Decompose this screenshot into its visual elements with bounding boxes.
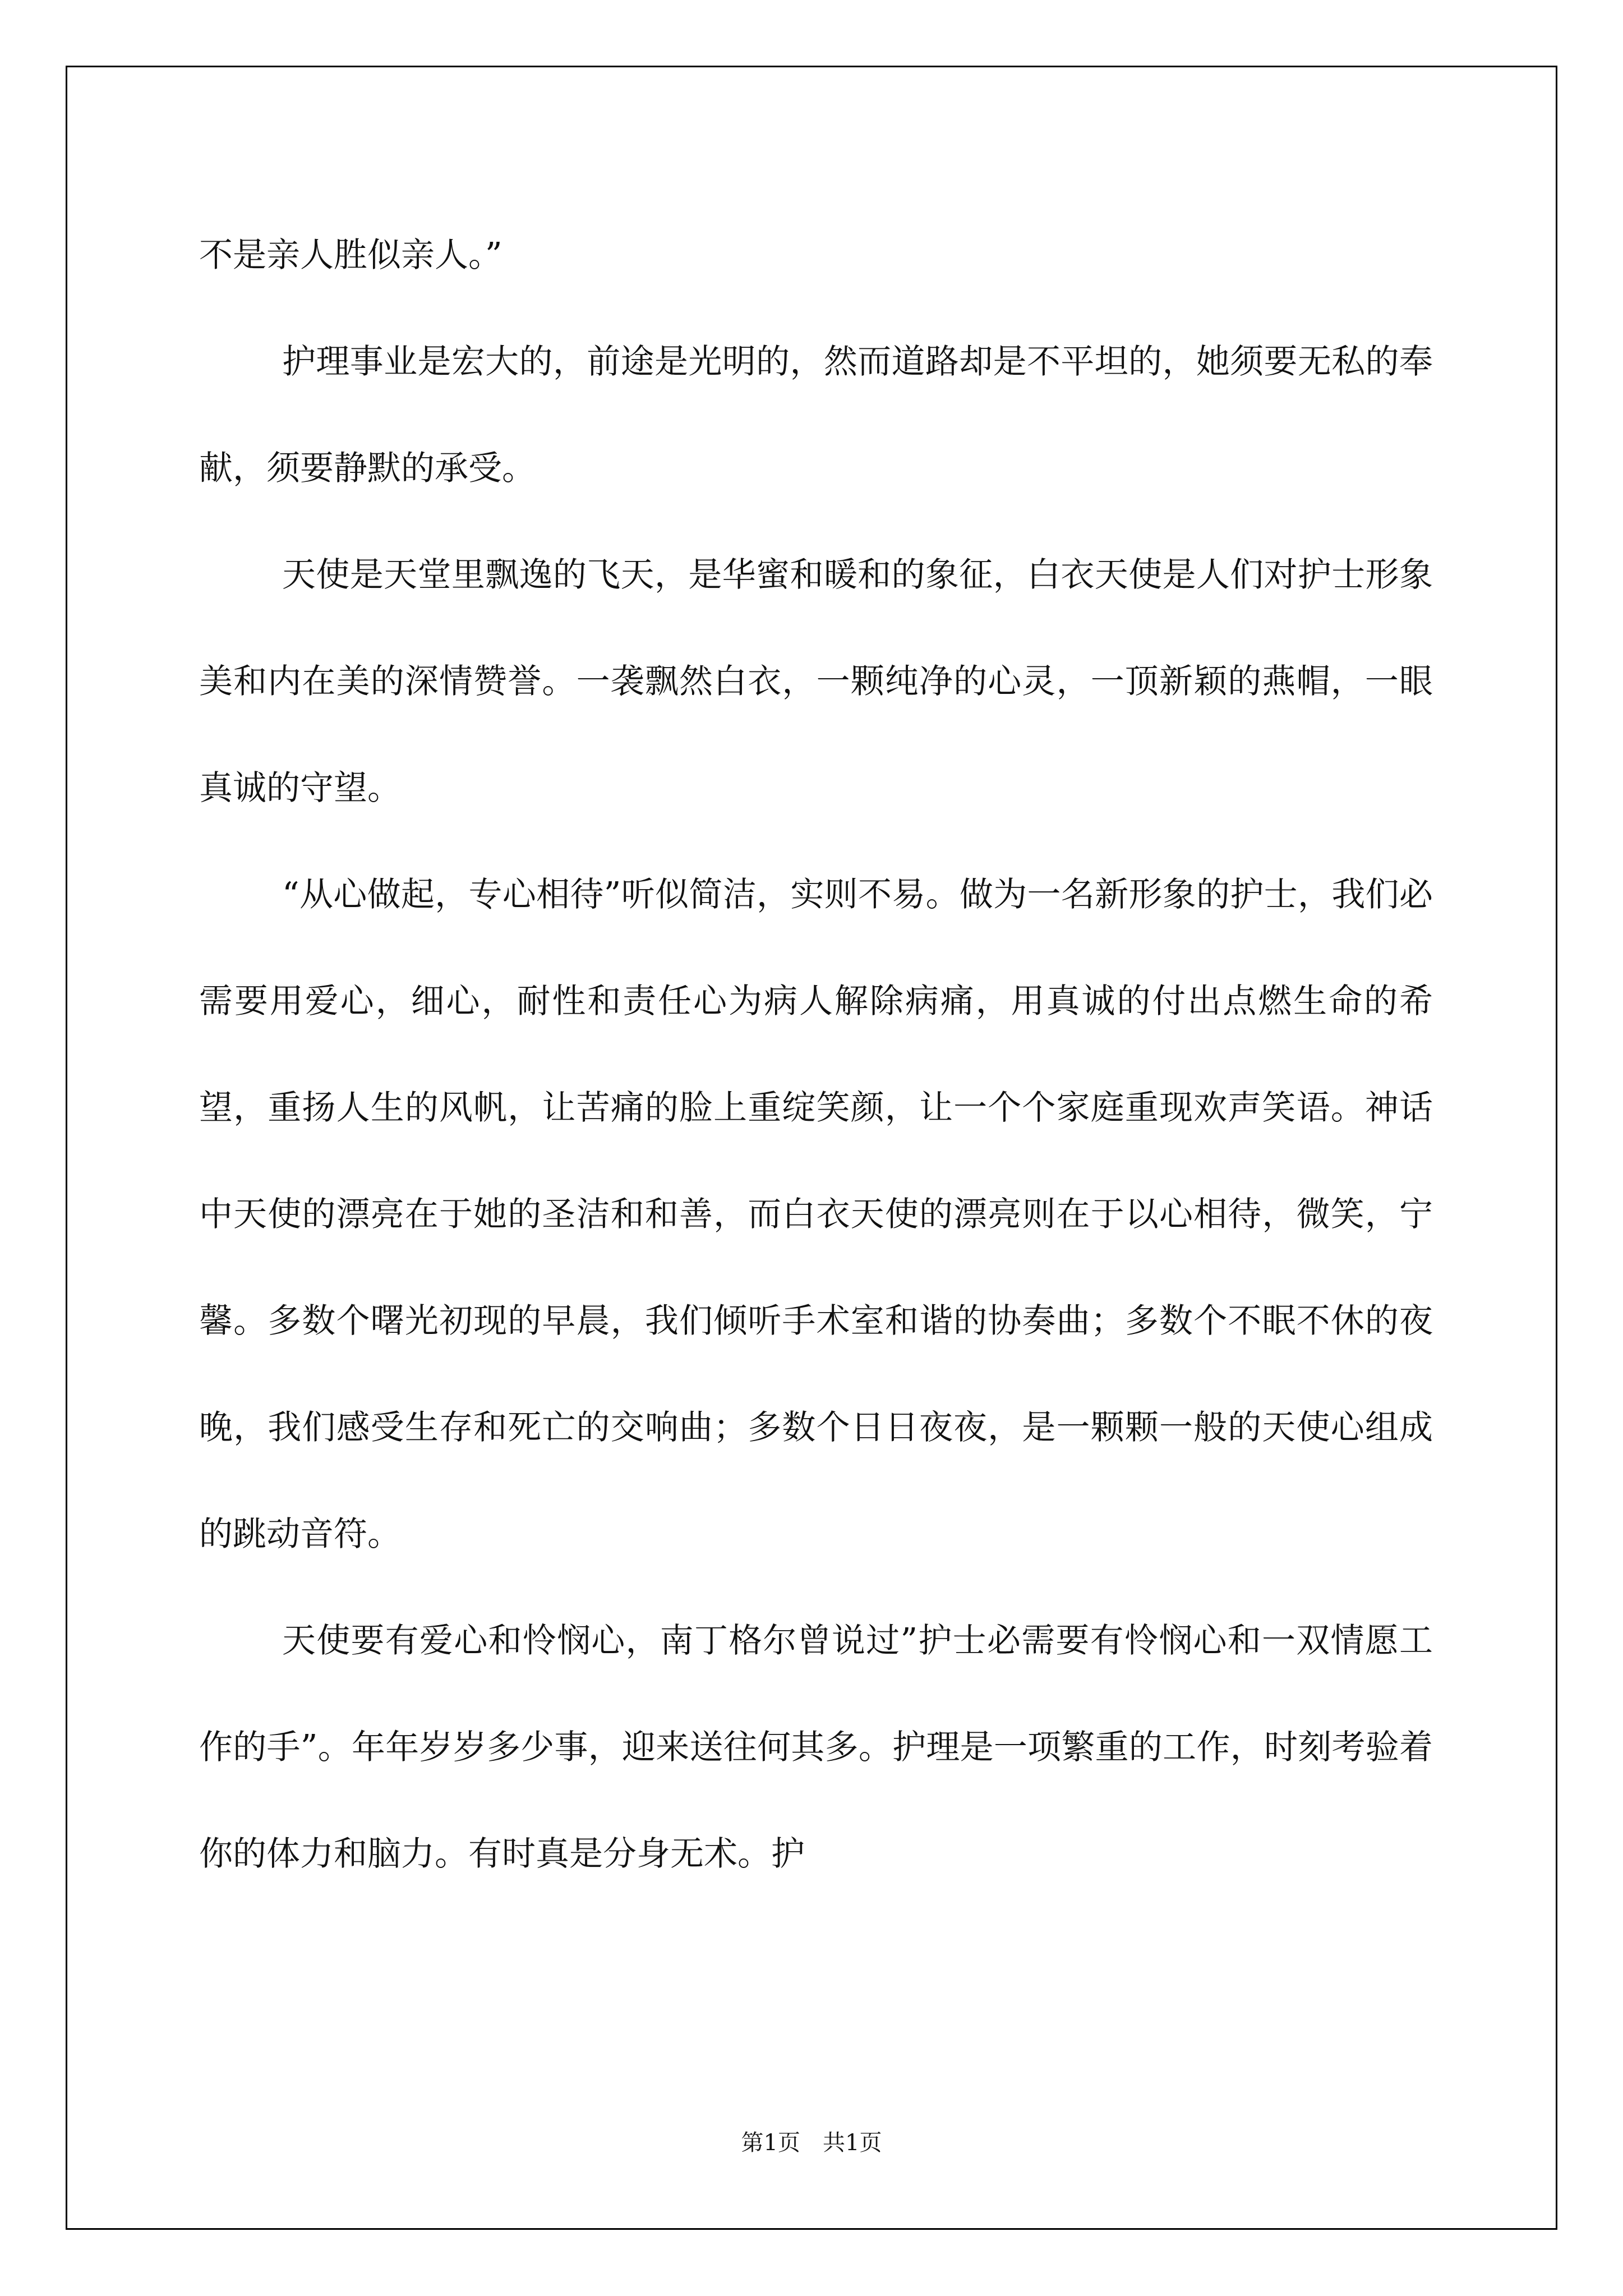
paragraph-2: 护理事业是宏大的，前途是光明的，然而道路却是不平坦的，她须要无私的奉献，须要静默的承受。 — [199, 342, 1433, 488]
document-body — [199, 202, 1433, 1907]
paragraph-3: 天使是天堂里飘逸的飞天，是华蜜和暖和的象征，白衣天使是人们对护士形象美和内在美的深情赞誉。一袭飘然白衣，一颗纯净的心灵，一顶新颖的燕帽，一眼真诚的守望。 — [199, 555, 1433, 808]
paragraph-4: “从心做起，专心相待”听似简洁，实则不易。做为一名新形象的护士，我们必需要用爱心，细心，耐性和责任心为病人解除病痛，用真诚的付出点燃生命的希望，重扬人生的风帆，让苦痛的脸上重绽笑颜，让一个个家庭重现欢声笑语。神话中天使的漂亮在于她的圣洁和和善，而白衣天使的漂亮则在于以心相待，微笑，宁馨。多数个曙光初现的早晨，我们倾听手术室和谐的协奏曲；多数个不眠不休的夜晚，我们感受生存和死亡的交响曲；多数个日日夜夜，是一颗颗一般的天使心组成的跳动音符。 — [199, 875, 1433, 1554]
paragraph-5: 天使要有爱心和怜悯心，南丁格尔曾说过”护士必需要有怜悯心和一双情愿工作的手”。年年岁岁多少事，迎来送往何其多。护理是一项繁重的工作，时刻考验着你的体力和脑力。有时真是分身无术。护 — [199, 1621, 1433, 1874]
page-number-footer: 第1页 共1页 — [741, 2130, 882, 2156]
paragraph-1: 不是亲人胜似亲人。” — [199, 236, 502, 275]
